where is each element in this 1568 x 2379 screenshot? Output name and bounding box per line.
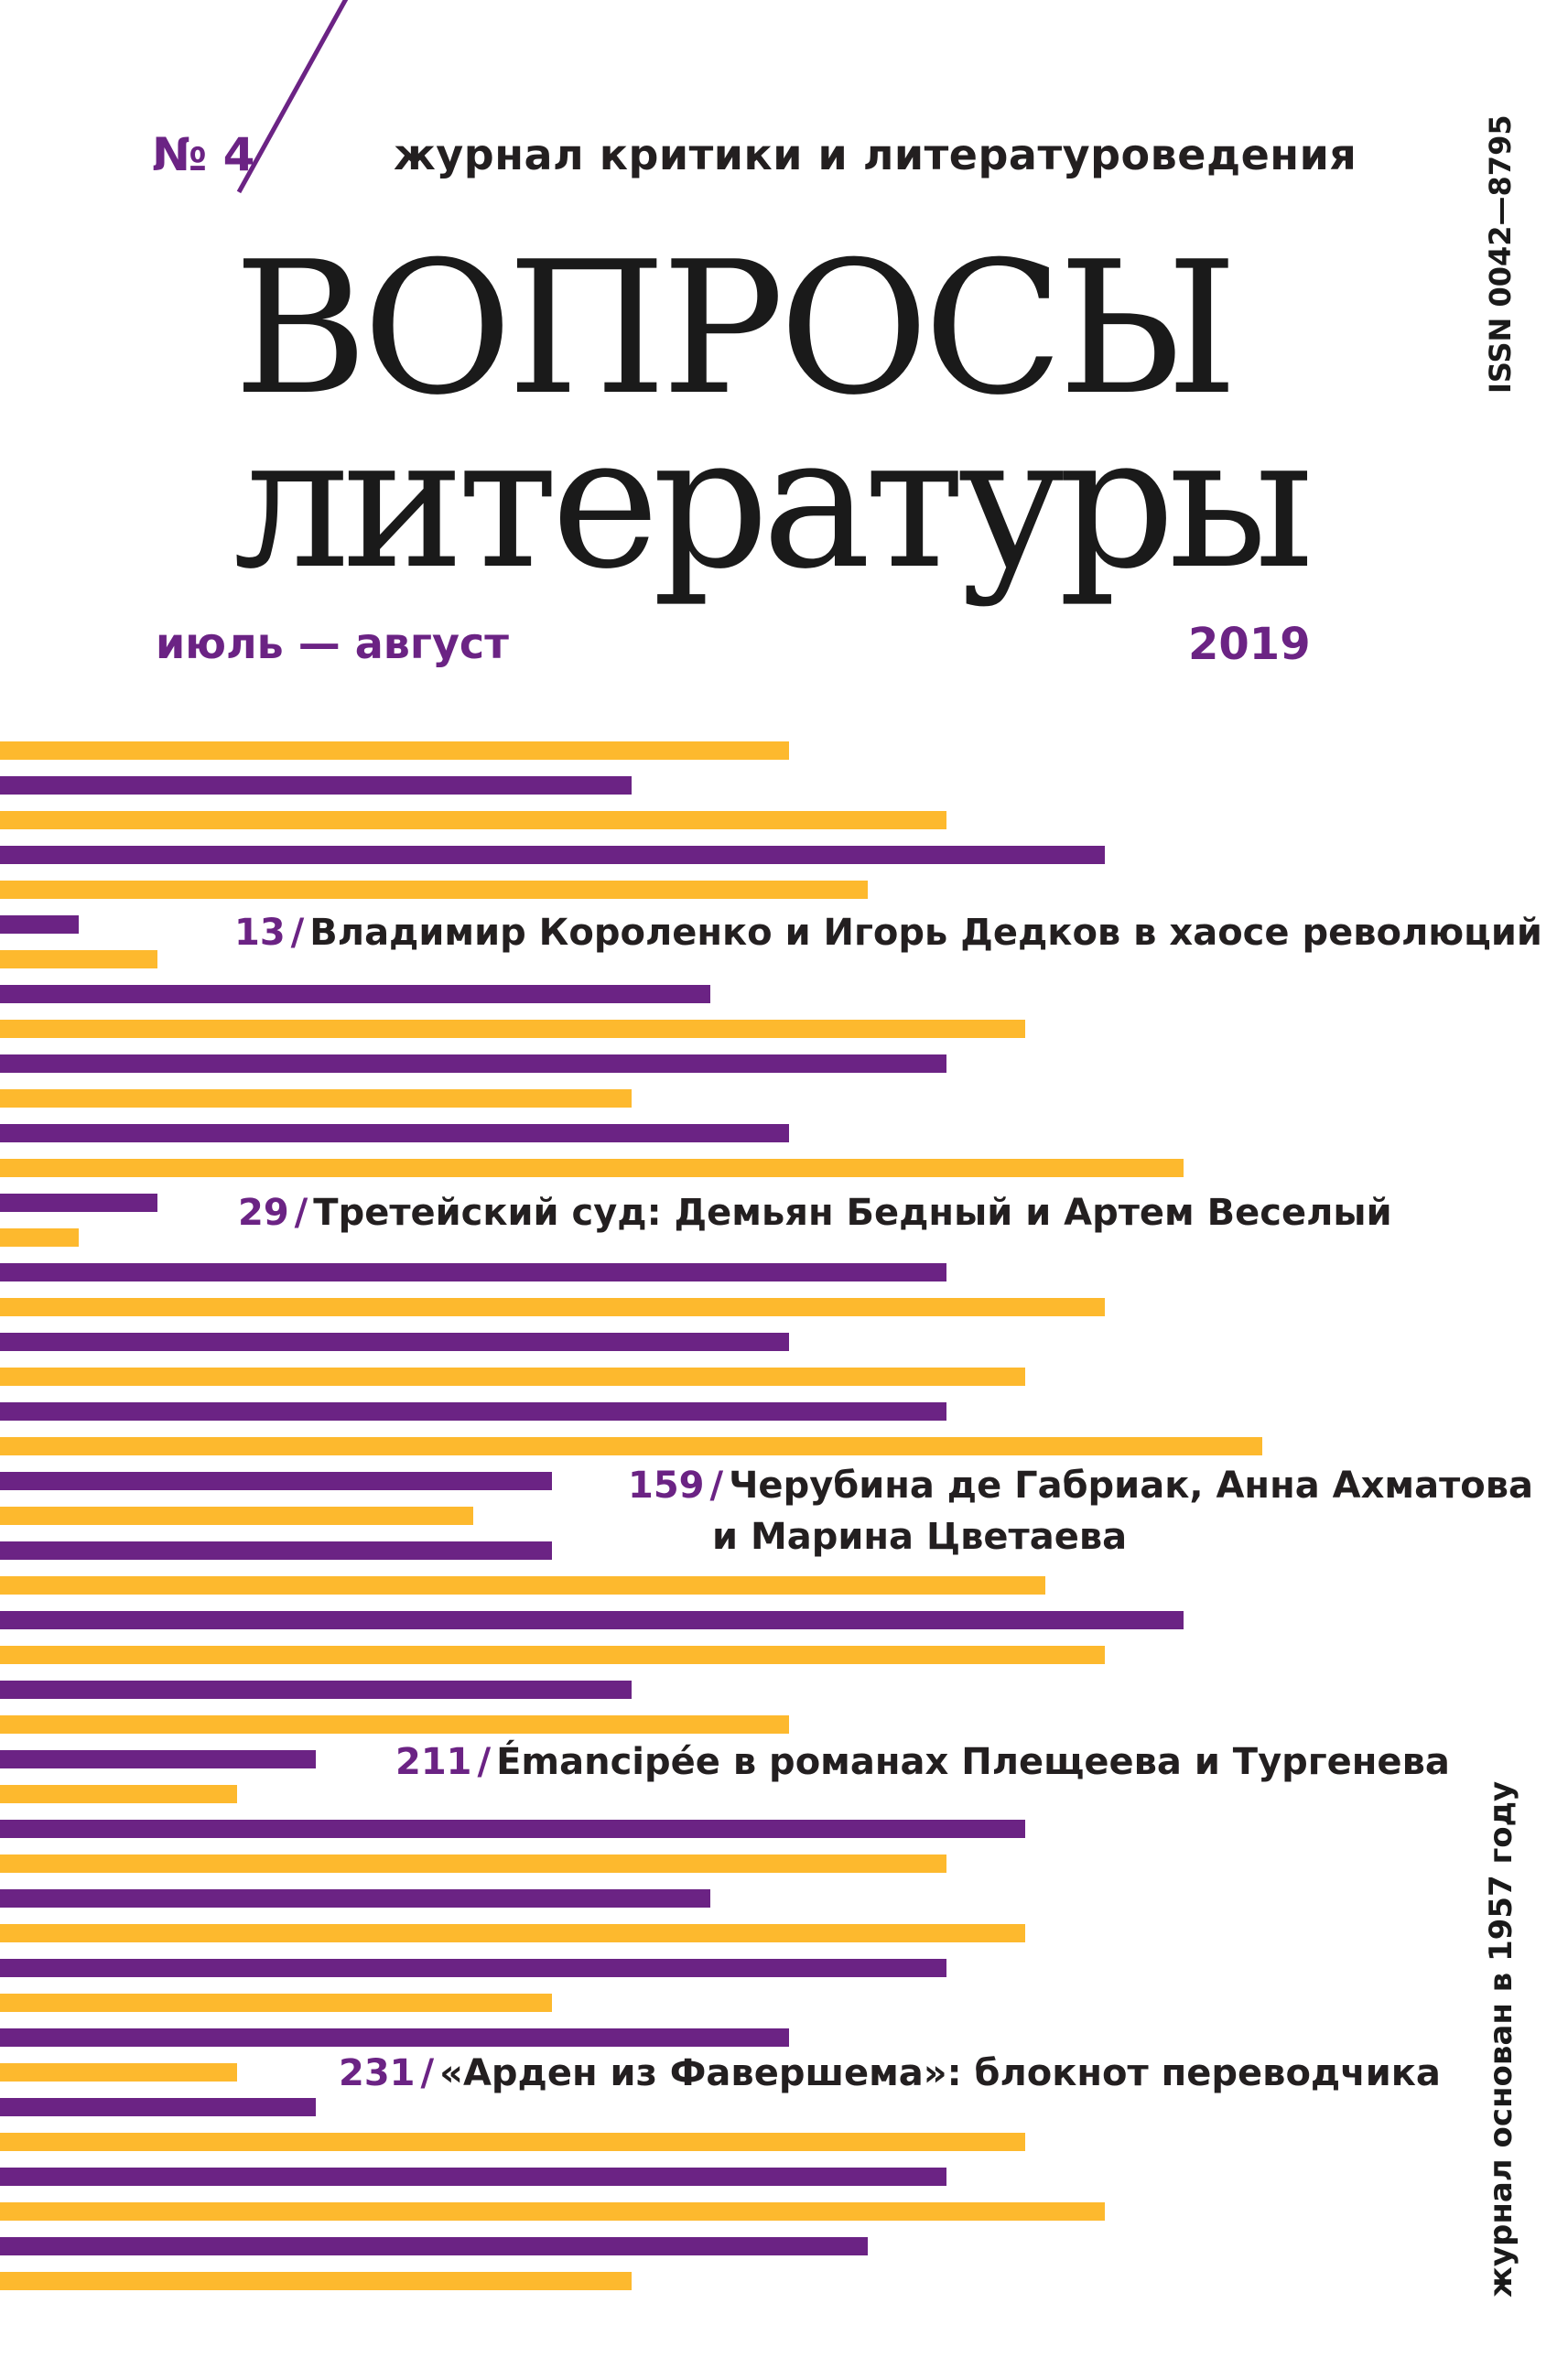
stripe bbox=[0, 2168, 946, 2186]
stripe bbox=[0, 846, 1105, 864]
stripe bbox=[0, 1820, 1025, 1838]
stripe bbox=[0, 1124, 789, 1142]
slash-separator: / bbox=[294, 1192, 308, 1234]
contents-entry bbox=[234, 912, 1542, 954]
stripe bbox=[0, 811, 946, 829]
stripe bbox=[0, 2202, 1105, 2221]
stripe bbox=[0, 950, 157, 968]
stripe bbox=[0, 2063, 237, 2082]
stripe bbox=[0, 915, 79, 934]
contents-entry bbox=[339, 2052, 1441, 2094]
contents-entry bbox=[395, 1741, 1450, 1783]
contents-title: Владимир Короленко и Игорь Дедков в хаосе революций bbox=[309, 912, 1542, 954]
slash-separator: / bbox=[290, 912, 305, 954]
stripe bbox=[0, 1437, 1262, 1455]
stripe bbox=[0, 1298, 1105, 1316]
journal-subtitle: журнал критики и литературоведения bbox=[394, 130, 1357, 179]
contents-page-number: 231 bbox=[339, 2052, 416, 2094]
stripe bbox=[0, 1681, 632, 1699]
stripe bbox=[0, 2098, 316, 2116]
contents-entry bbox=[628, 1465, 1533, 1507]
stripe bbox=[0, 1646, 1105, 1664]
stripe bbox=[0, 1089, 632, 1108]
contents-page-number: 159 bbox=[628, 1465, 705, 1507]
contents-page-number: 29 bbox=[238, 1192, 289, 1234]
contents-title: Émancipée в романах Плещеева и Тургенева bbox=[496, 1741, 1450, 1783]
journal-title-line2: литературы bbox=[233, 396, 1307, 610]
stripe bbox=[0, 1576, 1045, 1595]
stripe bbox=[0, 1368, 1025, 1386]
stripe bbox=[0, 1472, 552, 1490]
stripe bbox=[0, 741, 789, 760]
issue-months: июль — август bbox=[156, 619, 509, 668]
stripe bbox=[0, 1159, 1184, 1177]
stripe bbox=[0, 1715, 789, 1734]
contents-entry bbox=[238, 1192, 1392, 1234]
stripe bbox=[0, 1785, 237, 1803]
contents-title: Черубина де Габриак, Анна Ахматова bbox=[729, 1465, 1534, 1507]
stripe bbox=[0, 2133, 1025, 2151]
stripe bbox=[0, 1402, 946, 1421]
stripe bbox=[0, 2237, 868, 2255]
issue-number: № 4 bbox=[152, 128, 255, 181]
contents-entry-continued bbox=[712, 1516, 1127, 1558]
stripe bbox=[0, 1994, 552, 2012]
stripe bbox=[0, 1611, 1184, 1629]
stripe bbox=[0, 881, 868, 899]
stripe bbox=[0, 1855, 946, 1873]
stripe bbox=[0, 1924, 1025, 1942]
journal-title-line1: ВОПРОСЫ bbox=[233, 222, 1233, 436]
stripe bbox=[0, 2272, 632, 2290]
stripe bbox=[0, 1507, 473, 1525]
slash-separator: / bbox=[420, 2052, 435, 2094]
slash-separator: / bbox=[477, 1741, 492, 1783]
contents-title: Третейский суд: Демьян Бедный и Артем Веселый bbox=[313, 1192, 1392, 1234]
stripe bbox=[0, 1959, 946, 1977]
stripe bbox=[0, 776, 632, 795]
contents-page-number: 13 bbox=[234, 912, 286, 954]
stripe bbox=[0, 1889, 710, 1908]
slash-separator: / bbox=[709, 1465, 724, 1507]
stripe bbox=[0, 1020, 1025, 1038]
contents-page-number: 211 bbox=[395, 1741, 472, 1783]
issue-year: 2019 bbox=[1188, 619, 1311, 670]
stripe bbox=[0, 1194, 157, 1212]
stripe bbox=[0, 1750, 316, 1768]
stripe bbox=[0, 1228, 79, 1247]
stripe bbox=[0, 1333, 789, 1351]
stripe bbox=[0, 1541, 552, 1560]
stripe bbox=[0, 985, 710, 1003]
contents-title: «Арден из Фавершема»: блокнот переводчика bbox=[439, 2052, 1441, 2094]
stripe bbox=[0, 2028, 789, 2047]
stripe bbox=[0, 1263, 946, 1281]
contents-title-line2: и Марина Цветаева bbox=[712, 1516, 1128, 1558]
stripe bbox=[0, 1054, 946, 1073]
